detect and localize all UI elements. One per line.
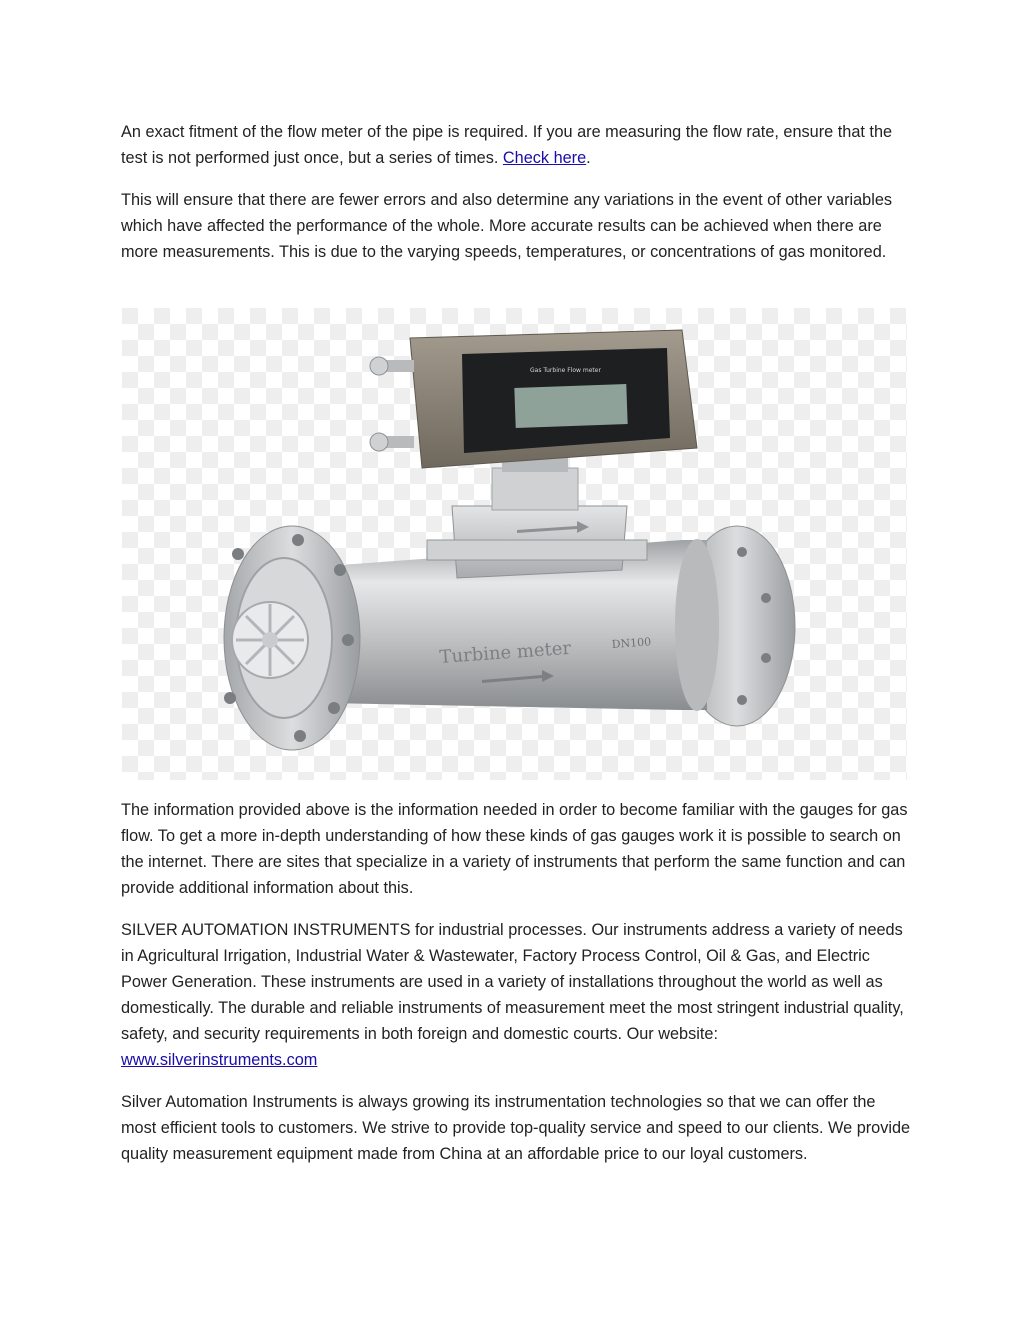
paragraph-information: The information provided above is the information needed in order to become familiar with the gauges for gas flow. To get a more in-depth understanding of how these kinds of gas gauges work it is possible to search on the internet. There are sites that specialize in a variety of instruments that perform the same function and can provide additional information about this. <box>121 801 908 897</box>
display-label: Gas Turbine Flow meter <box>530 367 601 374</box>
turbine-flow-meter-image <box>122 308 907 780</box>
paragraph-text: SILVER AUTOMATION INSTRUMENTS for industrial processes. Our instruments address a variety of needs in Agricultural Irrigation, Industrial Water & Wastewater, Factory Process Control, Oil & Gas, and Electric Power Generation. These instruments are used in a variety of installations throughout the world as well as domestically. The durable and reliable instruments of measurement meet the most stringent industrial quality, safety, and security requirements in both foreign and domestic courts. Our website: <box>121 921 904 1043</box>
check-here-link[interactable]: Check here <box>502 149 587 167</box>
paragraph-period: . <box>586 149 591 167</box>
paragraph-text: An exact fitment of the flow meter of the pipe is required. If you are measuring the flow rate, ensure that the test is not performed just once, but a series of times. <box>121 123 893 167</box>
paragraph-company <box>121 917 911 1073</box>
paragraph-errors: This will ensure that there are fewer errors and also determine any variations in the event of other variables which have affected the performance of the whole. More accurate results can be achieved when there are more measurements. This is due to the varying speeds, temperatures, or concentrations of gas monitored. <box>121 191 893 261</box>
website-link[interactable]: www.silverinstruments.com <box>121 1051 318 1069</box>
paragraph-fitment <box>121 119 911 171</box>
pipe-size-label: DN100 <box>611 635 652 651</box>
pipe-label: Turbine meter <box>438 637 572 668</box>
paragraph-growth: Silver Automation Instruments is always growing its instrumentation technologies so that we can offer the most efficient tools to customers. We strive to provide top-quality service and speed to our clients. We provide quality measurement equipment made from China at an affordable price to our loyal customers. <box>121 1093 911 1163</box>
